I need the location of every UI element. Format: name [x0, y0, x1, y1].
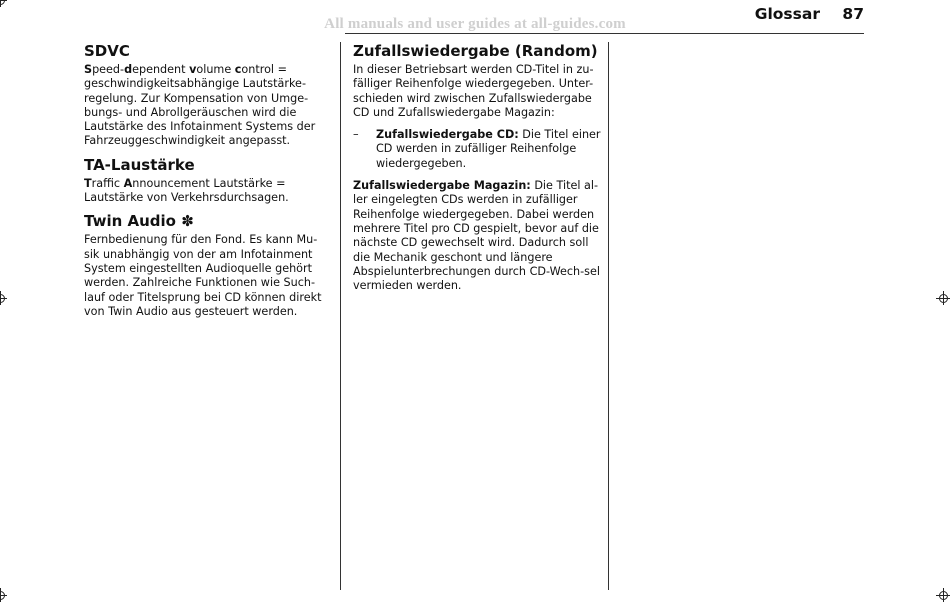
ta-definition: Lautstärke von Verkehrsdurchsagen.: [84, 191, 289, 205]
column-divider-left: [340, 42, 341, 590]
list-item: [353, 128, 603, 171]
crop-mark-bottom-right: [936, 588, 950, 602]
sdvc-initial-d: d: [124, 63, 133, 76]
heading-random: Zufallswiedergabe (Random): [353, 42, 598, 60]
heading-ta: TA-Laustärke: [84, 155, 195, 174]
heading-sdvc: SDVC: [84, 42, 130, 60]
sdvc-word-4: ontrol =: [241, 63, 287, 76]
section-random: [353, 42, 603, 293]
sdvc-word-1: peed-: [92, 63, 125, 76]
ta-word-2: nnouncement Lautstärke =: [132, 176, 286, 190]
twin-audio-body: Fernbedienung für den Fond. Es kann Mu-sik unabhängig von der am Infotainment System eingestellten Audioquelle gehört werden. Zahlreiche Funktionen wie Such-lauf oder Titelsprung bei CD können direkt von Twin Audio aus gesteuert werden.: [84, 233, 322, 318]
crop-mark-left: [0, 291, 7, 305]
bullet-dash: –: [353, 128, 359, 142]
ta-word-1: raffic: [91, 176, 124, 190]
sdvc-initial-c: c: [234, 63, 242, 76]
sdvc-word-3: olume: [196, 63, 235, 76]
ta-initial-t: T: [84, 176, 92, 190]
crop-mark-top-left: [0, 0, 7, 7]
twin-audio-title: Twin Audio: [84, 212, 176, 231]
bullet-description: Die Titel einer CD werden in zufälliger Reihenfolge wiedergegeben.: [376, 128, 601, 170]
section-twin-audio: [84, 212, 332, 319]
header-rule: [345, 33, 864, 34]
page-number: 87: [842, 5, 864, 23]
column-divider-right: [608, 42, 609, 590]
left-column: [84, 42, 332, 319]
sdvc-definition: geschwindigkeitsabhängige Lautstärke-regelung. Zur Kompensation von Umge-bungs- und Abrollgeräuschen wird die Lautstärke des Infotainment Systems der Fahrzeuggeschwindigkeit angepasst.: [84, 77, 316, 148]
heading-twin-audio: [84, 212, 332, 230]
bullet-text: [376, 128, 603, 171]
ta-initial-a: A: [123, 176, 133, 190]
section-ta: [84, 156, 332, 206]
random-intro: In dieser Betriebsart werden CD-Titel in zu-fälliger Reihenfolge wiedergegeben. Unter-schieden wird zwischen Zufallswiedergabe CD und Zufallswiedergabe Magazin:: [353, 63, 594, 119]
right-column: [353, 42, 603, 293]
watermark: All manuals and user guides at all-guides.com: [324, 16, 626, 32]
magazin-term: Zufallswiedergabe Magazin:: [353, 179, 531, 193]
sdvc-word-2: ependent: [132, 63, 190, 76]
magazin-paragraph: [353, 179, 603, 293]
magazin-description: Die Titel al-ler eingelegten CDs werden in zufälliger Reihenfolge wiedergegeben. Dabei werden mehrere Titel pro CD gespielt, bevor auf die nächste CD gewechselt wird. Dadurch soll die Mechanik geschont und längere Abspielunterbrechungen durch CD-Wech-sel vermieden werden.: [353, 179, 600, 293]
sdvc-initial-v: v: [189, 63, 197, 76]
section-sdvc: [84, 42, 332, 149]
crop-mark-bottom-left: [0, 588, 7, 602]
sdvc-initial-s: S: [84, 63, 93, 76]
page-header-title: Glossar: [754, 5, 820, 23]
sdvc-body: [84, 63, 332, 149]
crop-mark-right: [936, 291, 950, 305]
ta-body: [84, 177, 332, 206]
bullet-term: Zufallswiedergabe CD:: [376, 128, 519, 142]
asterisk-symbol-icon: ✽: [181, 212, 194, 231]
